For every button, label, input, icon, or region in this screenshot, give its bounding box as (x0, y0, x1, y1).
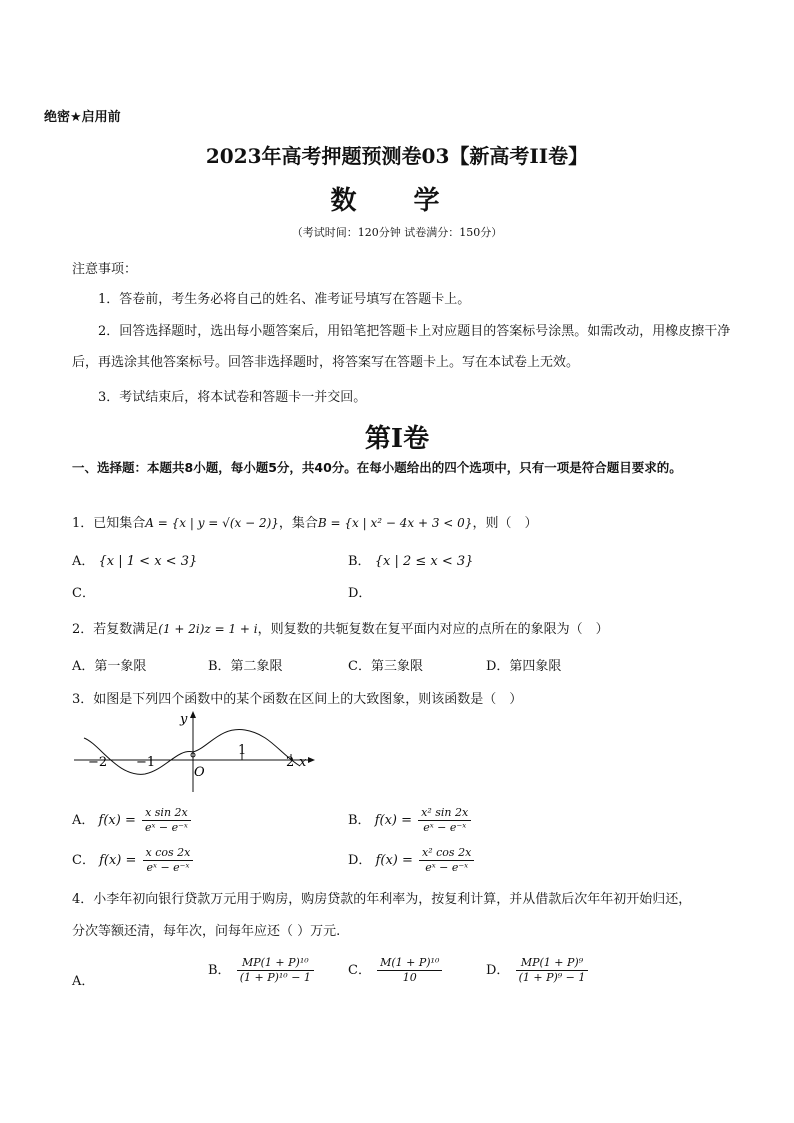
fraction (142, 806, 191, 835)
numerator: M(1 + P)¹⁰ (377, 956, 442, 971)
fraction (377, 956, 442, 985)
denominator: eˣ − e⁻ˣ (146, 861, 190, 874)
q4-option-d (486, 956, 590, 985)
option-label: D． (348, 853, 372, 868)
q4-option-b (208, 956, 316, 985)
numerator: MP(1 + P)⁹ (516, 956, 589, 971)
secret-label: 绝密★启用前 (44, 110, 121, 125)
notes-heading: 注意事项： (72, 262, 138, 277)
denominator: (1 + P)¹⁰ − 1 (239, 971, 311, 984)
q1-set-b: B = {x | x² − 4x + 3 < 0} (317, 516, 473, 530)
denominator: 10 (402, 971, 417, 984)
fraction (419, 846, 474, 875)
option-label: B． (348, 554, 371, 569)
q3-option-d (348, 846, 476, 875)
option-label: A． (72, 554, 95, 569)
option-lhs: f(x) = (374, 813, 413, 828)
q1-option-c: C． (72, 586, 95, 601)
option-lhs: f(x) = (98, 813, 136, 828)
q2-expr: (1 + 2i)z = 1 + i (158, 622, 258, 636)
x-axis-label: x (299, 755, 307, 770)
option-label: A． (72, 813, 95, 828)
q2-stem-a: 2．若复数满足 (72, 622, 159, 637)
part-instructions: 一、选择题：本题共8小题，每小题5分，共40分。在每小题给出的四个选项中，只有一项是符合题目要求的。 (72, 460, 682, 475)
origin-label: O (194, 765, 205, 780)
note-item: 2．回答选择题时，选出每小题答案后，用铅笔把答题卡上对应题目的答案标号涂黑。如需改动，用橡皮擦干净后，再选涂其他答案标号。回答非选择题时，将答案写在答题卡上。写在本试卷上无效。 (72, 324, 731, 370)
numerator: x² cos 2x (419, 846, 474, 861)
q3-option-a (72, 806, 193, 835)
option-value: {x | 2 ≤ x < 3} (374, 554, 474, 569)
q1-set-a: A = {x | y = √(x − 2)} (145, 516, 279, 530)
q2-option-d: D．第四象限 (486, 659, 562, 674)
fraction (237, 956, 314, 985)
tick-label: 1 (238, 743, 247, 758)
y-axis-arrow (190, 711, 196, 718)
q3-option-b (348, 806, 473, 835)
option-lhs: f(x) = (99, 853, 137, 868)
note-item: 3．考试结束后，将本试卷和答题卡一并交回。 (98, 390, 367, 405)
option-value: {x | 1 < x < 3} (98, 554, 198, 569)
q2-stem-b: ，则复数的共轭复数在复平面内对应的点所在的象限为（ ） (257, 622, 609, 637)
numerator: x² sin 2x (418, 806, 471, 821)
numerator: MP(1 + P)¹⁰ (237, 956, 314, 971)
q2-option-b: B．第二象限 (208, 659, 283, 674)
q4-option-a: A． (72, 974, 95, 989)
y-axis-label: y (180, 712, 188, 727)
fraction (143, 846, 194, 875)
q1-stem-a: 1．已知集合 (72, 516, 146, 531)
q2-option-a: A．第一象限 (72, 659, 147, 674)
option-label: B． (208, 963, 231, 978)
tick-label: 2 (286, 755, 295, 770)
option-label: D． (486, 963, 510, 978)
option-label: B． (348, 813, 371, 828)
denominator: (1 + P)⁹ − 1 (518, 971, 586, 984)
q1-stem-c: ，则（ ） (472, 516, 538, 531)
question-3: 3．如图是下列四个函数中的某个函数在区间上的大致图象，则该函数是（ ） (72, 692, 523, 707)
section-title: 第I卷 (364, 424, 430, 454)
question-2 (72, 618, 609, 637)
function-graph (70, 708, 320, 794)
question-4-line-1: 4．小李年初向银行贷款万元用于购房，购房贷款的年利率为，按复利计算，并从借款后次年年初开始归还， (72, 892, 692, 907)
fraction (418, 806, 471, 835)
option-label: C． (72, 853, 95, 868)
tick-label: −1 (136, 755, 156, 770)
option-label: C． (348, 963, 371, 978)
q1-option-b (348, 550, 473, 569)
q1-stem-b: ，集合 (278, 516, 318, 531)
subject-title: 数 学 (330, 186, 464, 216)
q3-option-c (72, 846, 195, 875)
option-lhs: f(x) = (375, 853, 413, 868)
q1-option-d: D． (348, 586, 372, 601)
q1-option-a (72, 550, 197, 569)
numerator: x cos 2x (143, 846, 194, 861)
function-curve (84, 730, 300, 775)
exam-meta: （考试时间：120分钟 试卷满分：150分） (291, 226, 503, 239)
note-item: 1．答卷前，考生务必将自己的姓名、准考证号填写在答题卡上。 (98, 292, 471, 307)
numerator: x sin 2x (142, 806, 191, 821)
q2-option-c: C．第三象限 (348, 659, 423, 674)
denominator: eˣ − e⁻ˣ (425, 861, 469, 874)
denominator: eˣ − e⁻ˣ (423, 821, 467, 834)
denominator: eˣ − e⁻ˣ (144, 821, 188, 834)
question-1 (72, 512, 537, 531)
fraction (516, 956, 589, 985)
question-4-line-2: 分次等额还清，每年次，问每年应还（ ）万元. (72, 924, 341, 939)
q4-option-c (348, 956, 444, 985)
tick-label: −2 (88, 755, 108, 770)
x-axis-arrow (308, 757, 315, 763)
exam-title: 2023年高考押题预测卷03【新高考II卷】 (205, 144, 589, 168)
